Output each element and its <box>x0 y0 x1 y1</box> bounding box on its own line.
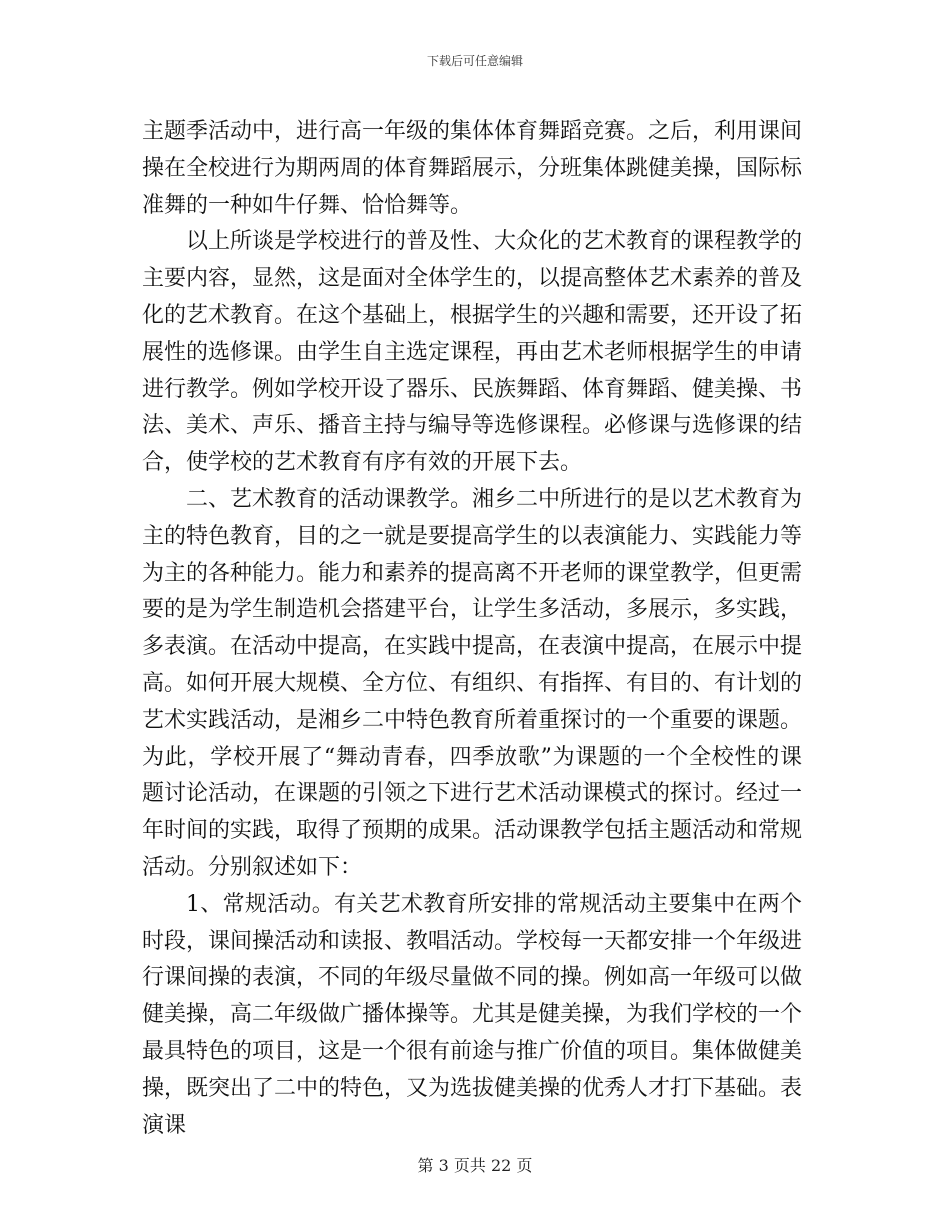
paragraph-activity-teaching: 二、艺术教育的活动课教学。湘乡二中所进行的是以艺术教育为主的特色教育，目的之一就是要提高学生的以表演能力、实践能力等为主的各种能力。能力和素养的提高离不开老师的课堂教学，但更需要的是为学生制造机会搭建平台，让学生多活动，多展示，多实践，多表演。在活动中提高，在实践中提高，在表演中提高，在展示中提高。如何开展大规模、全方位、有组织、有指挥、有目的、有计划的艺术实践活动，是湘乡二中特色教育所着重探讨的一个重要的课题。为此，学校开展了“舞动青春，四季放歌”为课题的一个全校性的课题讨论活动，在课题的引领之下进行艺术活动课模式的探讨。经过一年时间的实践，取得了预期的成果。活动课教学包括主题活动和常规活动。分别叙述如下： <box>142 486 803 880</box>
document-body <box>142 114 802 1144</box>
page-number-footer: 第 3 页共 22 页 <box>417 1156 533 1175</box>
page-header: 下载后可任意编辑 <box>426 54 523 68</box>
paragraph-continuation: 主题季活动中，进行高一年级的集体体育舞蹈竞赛。之后，利用课间操在全校进行为期两周的体育舞蹈展示，分班集体跳健美操，国际标准舞的一种如牛仔舞、恰恰舞等。 <box>142 119 803 218</box>
paragraph-routine-activities: 1、常规活动。有关艺术教育所安排的常规活动主要集中在两个时段，课间操活动和读报、教唱活动。学校每一天都安排一个年级进行课间操的表演，不同的年级尽量做不同的操。例如高一年级可以做健美操，高二年级做广播体操等。尤其是健美操，为我们学校的一个最具特色的项目，这是一个很有前途与推广价值的项目。集体做健美操，既突出了二中的特色，又为选拔健美操的优秀人才打下基础。表演课 <box>142 891 803 1138</box>
paragraph-course-summary: 以上所谈是学校进行的普及性、大众化的艺术教育的课程教学的主要内容，显然，这是面对全体学生的，以提高整体艺术素养的普及化的艺术教育。在这个基础上，根据学生的兴趣和需要，还开设了拓展性的选修课。由学生自主选定课程，再由艺术老师根据学生的申请进行教学。例如学校开设了器乐、民族舞蹈、体育舞蹈、健美操、书法、美术、声乐、播音主持与编导等选修课程。必修课与选修课的结合，使学校的艺术教育有序有效的开展下去。 <box>142 229 803 476</box>
